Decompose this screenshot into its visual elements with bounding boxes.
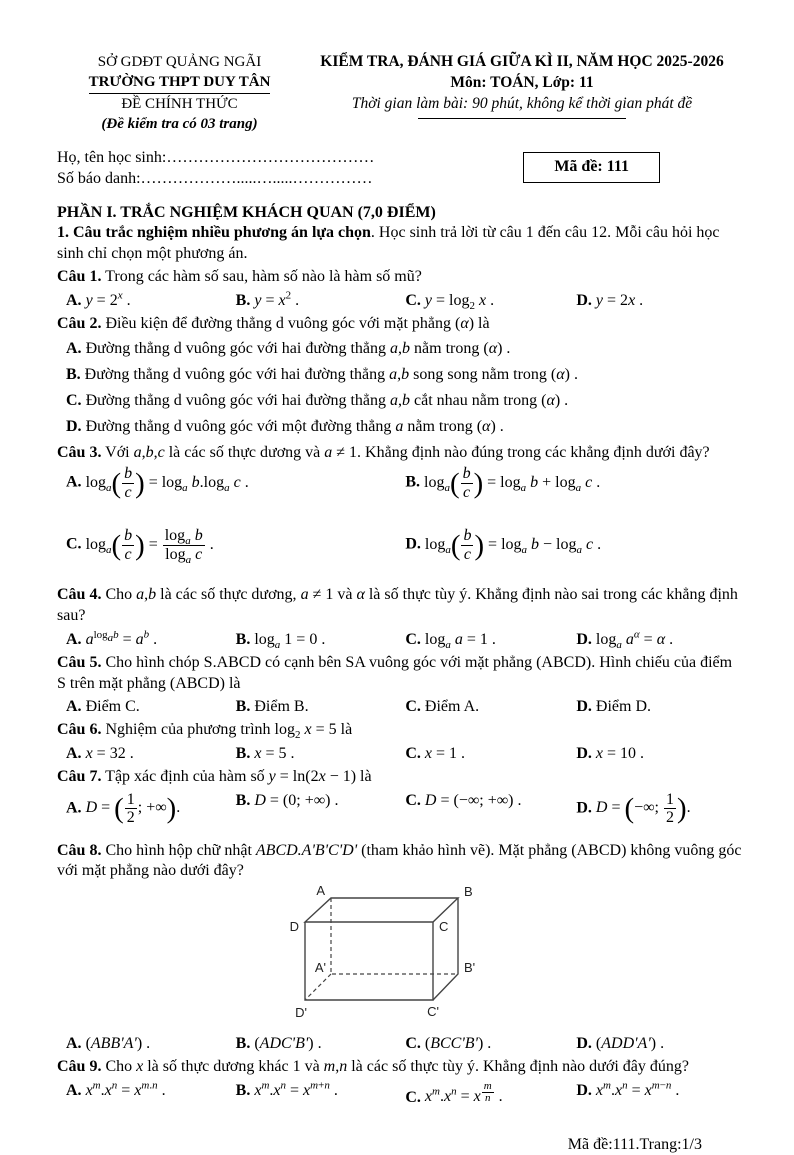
question-2-option-b: B. Đường thẳng d vuông góc với hai đường thẳng a,b song song nằm trong (α) .	[66, 366, 578, 384]
question-1-options	[57, 291, 742, 312]
question-9-statement: Câu 9. Cho x là số thực dương khác 1 và m,n là các số thực tùy ý. Khẳng định nào dưới đây đúng?	[57, 1057, 689, 1075]
question-3-options	[57, 465, 742, 583]
question-7-statement: Câu 7. Tập xác định của hàm số y = ln(2x − 1) là	[57, 767, 372, 785]
question-1	[57, 267, 742, 312]
question-8-option-c: C. (BCC'B') .	[405, 1034, 492, 1052]
question-7	[57, 767, 742, 839]
question-1-option-d: D. y = 2x .	[576, 291, 644, 309]
header-right	[302, 52, 742, 134]
question-8-options	[57, 1034, 742, 1055]
question-4-option-d: D. $\log_a a^\alpha = \alpha$ .	[576, 628, 674, 652]
question-6-option-d: D. x = 10 .	[576, 744, 645, 762]
question-6-option-a: A. x = 32 .	[66, 744, 134, 762]
page-footer: Mã đề:111.Trang:1/3	[567, 1135, 702, 1153]
question-7-option-b: B. D = (0; +∞) .	[235, 791, 339, 809]
question-5-options	[57, 697, 742, 718]
question-9-option-d: D. $x^m.x^n = x^{m-n}$ .	[576, 1079, 680, 1099]
question-7-options	[57, 791, 742, 839]
question-8-option-d: D. (ADD'A') .	[576, 1034, 665, 1052]
question-5-option-a: A. Điểm C.	[66, 698, 140, 716]
question-2-option-d: D. Đường thẳng d vuông góc với một đường thẳng a nằm trong (α) .	[66, 417, 504, 435]
school-name: TRƯỜNG THPT DUY TÂN	[89, 72, 271, 93]
vertex-label-A2: A'	[314, 960, 326, 976]
dept-name: SỞ GDĐT QUẢNG NGÃI	[97, 54, 262, 70]
question-7-option-a: A. D = ( $\frac{1}{2}$ ; +∞).	[66, 790, 181, 826]
question-2-option-c: C. Đường thẳng d vuông góc với hai đường thẳng a,b cắt nhau nằm trong (α) .	[66, 391, 569, 409]
exam-title: KIỂM TRA, ĐÁNH GIÁ GIỮA KÌ II, NĂM HỌC 2025-2026	[320, 53, 724, 70]
vertex-label-D2: D'	[294, 1005, 307, 1021]
question-5-option-b: B. Điểm B.	[235, 698, 309, 716]
question-7-option-d: D. D = (−∞; $\frac{1}{2}$ ).	[576, 790, 691, 826]
duration-underline	[418, 116, 626, 119]
question-9-options	[57, 1081, 742, 1129]
exam-code-box: Mã đề: 111	[523, 152, 660, 183]
question-3	[57, 443, 742, 584]
vertex-label-C2: C'	[426, 1004, 439, 1020]
question-9-option-b: B. $x^m.x^n = x^{m+n}$ .	[235, 1079, 338, 1099]
duration-line: Thời gian làm bài: 90 phút, không kể thời gian phát đề	[351, 94, 693, 112]
exam-type: ĐỀ CHÍNH THỨC	[121, 95, 238, 112]
header	[57, 52, 742, 134]
question-8-statement: Câu 8. Cho hình hộp chữ nhật ABCD.A'B'C'D' (tham khảo hình vẽ). Mặt phẳng (ABCD) không vuông góc với mặt phẳng nào dưới đây?	[57, 841, 742, 880]
cuboid-figure	[265, 884, 535, 1024]
question-2	[57, 314, 742, 438]
question-4-option-a: A. $a^{log_ab} = a^b$ .	[66, 628, 158, 648]
vertex-label-A: A	[315, 883, 325, 899]
vertex-label-D: D	[289, 919, 299, 935]
question-3-statement: Câu 3. Với a,b,c là các số thực dương và a ≠ 1. Khẳng định nào đúng trong các khẳng định dưới đây?	[57, 443, 710, 461]
question-1-option-c: C. $y = \log_2 x$ .	[405, 291, 495, 312]
question-4	[57, 585, 742, 650]
vertex-label-B2: B'	[463, 960, 475, 976]
question-1-statement: Câu 1. Trong các hàm số sau, hàm số nào là hàm số mũ?	[57, 267, 422, 285]
question-5	[57, 653, 742, 718]
student-id-line: Số báo danh:……………….....….....……………	[57, 169, 373, 187]
question-5-option-c: C. Điểm A.	[405, 698, 480, 716]
question-9	[57, 1057, 742, 1129]
question-6-options	[57, 744, 742, 765]
question-8	[57, 841, 742, 1055]
question-3-option-a: A. $\log_a$( $\frac{b}{c}$ ) = $\log_a b.\log_a$ c .	[66, 465, 249, 501]
subject-line: Môn: TOÁN, Lớp: 11	[450, 73, 594, 91]
question-5-option-d: D. Điểm D.	[576, 698, 652, 716]
question-6-option-c: C. x = 1 .	[405, 744, 466, 762]
question-6-statement: Câu 6. Nghiệm của phương trình $\log_2 x = 5$ là	[57, 721, 353, 742]
question-3-option-b: B. $\log_a$( $\frac{b}{c}$ ) = $\log_a b + \log_a c$ .	[405, 465, 601, 501]
question-4-option-b: B. $\log_a 1 = 0$ .	[235, 630, 326, 652]
page-count-note: (Đề kiểm tra có 03 trang)	[101, 115, 258, 132]
question-8-option-b: B. (ADC'B') .	[235, 1034, 322, 1052]
question-4-statement: Câu 4. Cho a,b là các số thực dương, a ≠ 1 và α là số thực tùy ý. Khẳng định nào sai trong các khẳng định sau?	[57, 586, 738, 625]
vertex-label-B: B	[463, 884, 473, 900]
question-8-option-a: A. (ABB'A') .	[66, 1034, 151, 1052]
section1-instructions	[57, 223, 742, 265]
section1-instructions-bold: 1. Câu trắc nghiệm nhiều phương án lựa chọn	[57, 224, 371, 242]
section1-title: PHẦN I. TRẮC NGHIỆM KHÁCH QUAN (7,0 ĐIỂM)	[57, 203, 436, 221]
header-left	[57, 52, 302, 134]
question-6-option-b: B. x = 5 .	[235, 744, 295, 762]
vertex-label-C: C	[438, 919, 448, 935]
question-8-figure	[57, 884, 742, 1031]
question-5-statement: Câu 5. Cho hình chóp S.ABCD có cạnh bên SA vuông góc với mặt phẳng (ABCD). Hình chiếu của điểm S trên mặt phẳng (ABCD) là	[57, 653, 733, 692]
question-9-option-c: C. $x^m.x^n = x$ $^{\frac{m}{n}}$ .	[405, 1079, 503, 1106]
question-3-option-d: D. $\log_a$( $\frac{b}{c}$ ) = $\log_a b - \log_a c$ .	[405, 527, 602, 563]
section1-instructions-rest: . Học sinh trả lời từ câu 1 đến câu 12. Mỗi câu hỏi học sinh chỉ chọn một phương án.	[57, 224, 720, 263]
question-9-option-a: A. $x^m.x^n = x^{m.n}$ .	[66, 1079, 166, 1099]
student-info	[57, 148, 742, 190]
student-lines	[57, 148, 523, 190]
question-7-option-c: C. D = (−∞; +∞) .	[405, 791, 522, 809]
question-2-option-a: A. Đường thẳng d vuông góc với hai đường thẳng a,b nằm trong (α) .	[66, 340, 511, 358]
student-name-line: Họ, tên học sinh:…………………………………	[57, 149, 375, 166]
question-6	[57, 720, 742, 765]
question-4-option-c: C. $\log_a a = 1$ .	[405, 630, 496, 652]
question-3-option-c: C. $\log_a$( $\frac{b}{c}$ ) = $\frac{\log_a b}{\log_a c}$ .	[66, 527, 214, 566]
question-1-option-b: B. $y = x^2$ .	[235, 289, 300, 309]
question-2-statement: Câu 2. Điều kiện để đường thẳng d vuông góc với mặt phẳng (α) là	[57, 314, 490, 332]
question-4-options	[57, 630, 742, 651]
question-1-option-a: A. $y = 2^x$ .	[66, 289, 131, 309]
